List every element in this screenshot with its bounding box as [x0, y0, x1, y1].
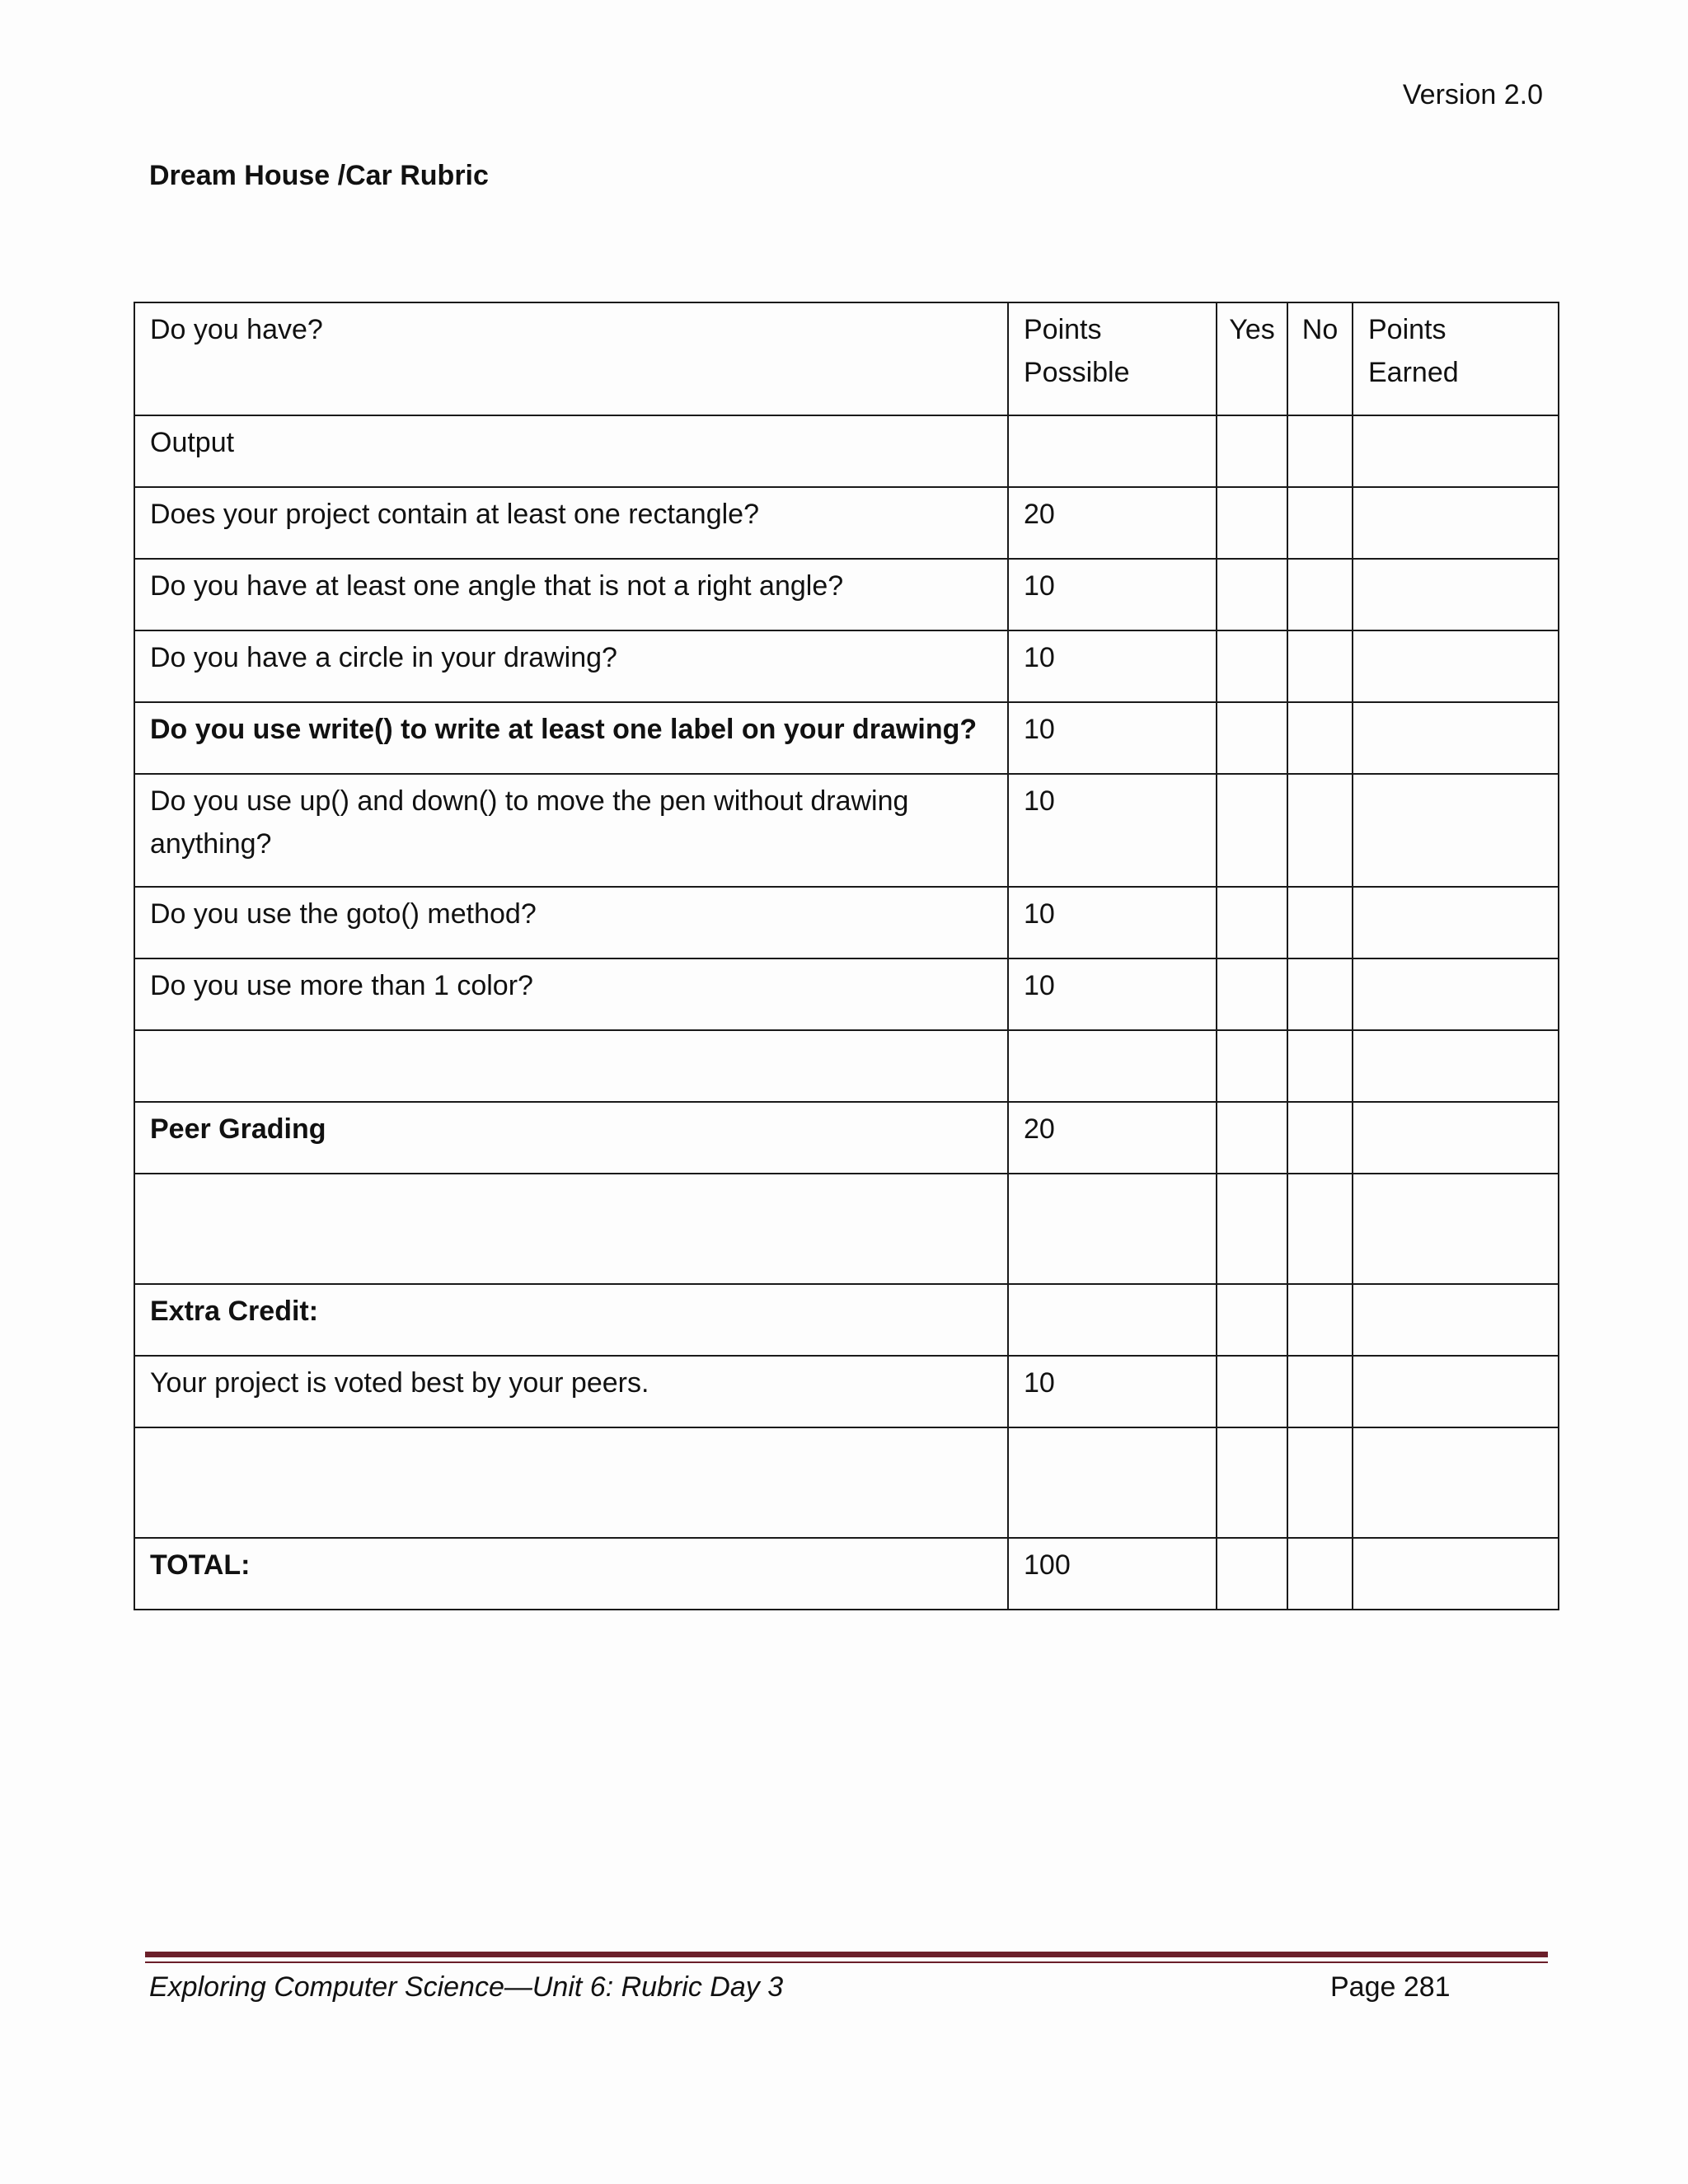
yes-cell[interactable] [1217, 487, 1287, 559]
points-earned-cell[interactable] [1353, 774, 1559, 887]
table-row-up-down [134, 774, 1559, 887]
no-cell[interactable] [1287, 1102, 1353, 1174]
points-earned-cell[interactable] [1353, 1102, 1559, 1174]
criteria-cell: Do you have at least one angle that is not a right angle? [134, 559, 1008, 630]
no-cell[interactable] [1287, 1538, 1353, 1610]
yes-cell[interactable] [1217, 774, 1287, 887]
header-yes: Yes [1217, 302, 1287, 415]
table-header-row [134, 302, 1559, 415]
no-cell[interactable] [1287, 487, 1353, 559]
table-row-blank [134, 1030, 1559, 1102]
table-row-angle [134, 559, 1559, 630]
points-earned-cell[interactable] [1353, 958, 1559, 1030]
header-points-earned: Points Earned [1353, 302, 1559, 415]
points-cell: 10 [1008, 774, 1217, 887]
table-row-blank [134, 1427, 1559, 1538]
no-cell[interactable] [1287, 559, 1353, 630]
no-cell[interactable] [1287, 887, 1353, 958]
yes-cell[interactable] [1217, 887, 1287, 958]
table-row-voted-best [134, 1356, 1559, 1427]
table-row-total [134, 1538, 1559, 1610]
yes-cell[interactable] [1217, 630, 1287, 702]
version-label: Version 2.0 [1402, 79, 1543, 110]
no-cell[interactable] [1287, 1356, 1353, 1427]
criteria-cell: Do you use up() and down() to move the pen without drawing anything? [134, 774, 1008, 887]
points-earned-cell[interactable] [1353, 630, 1559, 702]
points-earned-cell[interactable] [1353, 1174, 1559, 1284]
table-row-circle [134, 630, 1559, 702]
points-earned-cell[interactable] [1353, 1284, 1559, 1356]
criteria-cell: Extra Credit: [134, 1284, 1008, 1356]
points-cell: 10 [1008, 1356, 1217, 1427]
criteria-cell: Do you use write() to write at least one label on your drawing? [134, 702, 1008, 774]
points-earned-cell[interactable] [1353, 1538, 1559, 1610]
table-row-rectangle [134, 487, 1559, 559]
header-criteria: Do you have? [134, 302, 1008, 415]
points-earned-cell[interactable] [1353, 1427, 1559, 1538]
points-cell [1008, 1427, 1217, 1538]
yes-cell[interactable] [1217, 1174, 1287, 1284]
points-cell: 20 [1008, 1102, 1217, 1174]
criteria-cell: Peer Grading [134, 1102, 1008, 1174]
points-cell [1008, 1174, 1217, 1284]
points-earned-cell[interactable] [1353, 1356, 1559, 1427]
no-cell[interactable] [1287, 630, 1353, 702]
footer-rule-thin [145, 1961, 1548, 1963]
points-earned-cell[interactable] [1353, 415, 1559, 487]
points-earned-cell[interactable] [1353, 1030, 1559, 1102]
table-row-color [134, 958, 1559, 1030]
points-cell: 10 [1008, 559, 1217, 630]
yes-cell[interactable] [1217, 1030, 1287, 1102]
criteria-cell: Your project is voted best by your peers. [134, 1356, 1008, 1427]
criteria-cell: Do you use more than 1 color? [134, 958, 1008, 1030]
criteria-cell: TOTAL: [134, 1538, 1008, 1610]
yes-cell[interactable] [1217, 1427, 1287, 1538]
points-cell: 10 [1008, 887, 1217, 958]
table-row-output [134, 415, 1559, 487]
points-cell [1008, 1030, 1217, 1102]
yes-cell[interactable] [1217, 1102, 1287, 1174]
points-earned-cell[interactable] [1353, 702, 1559, 774]
yes-cell[interactable] [1217, 1356, 1287, 1427]
points-cell: 10 [1008, 702, 1217, 774]
no-cell[interactable] [1287, 1284, 1353, 1356]
points-earned-cell[interactable] [1353, 559, 1559, 630]
points-earned-cell[interactable] [1353, 887, 1559, 958]
table-row-blank [134, 1174, 1559, 1284]
points-cell: 20 [1008, 487, 1217, 559]
no-cell[interactable] [1287, 1174, 1353, 1284]
criteria-cell [134, 1174, 1008, 1284]
header-points-possible: Points Possible [1008, 302, 1217, 415]
table-row-extra-credit [134, 1284, 1559, 1356]
yes-cell[interactable] [1217, 1538, 1287, 1610]
points-cell [1008, 1284, 1217, 1356]
document-title: Dream House /Car Rubric [149, 160, 489, 191]
criteria-cell: Do you use the goto() method? [134, 887, 1008, 958]
no-cell[interactable] [1287, 1030, 1353, 1102]
criteria-cell: Output [134, 415, 1008, 487]
footer-page-number: Page 281 [1330, 1971, 1451, 2003]
footer-course-title: Exploring Computer Science—Unit 6: Rubric Day 3 [149, 1971, 784, 2003]
no-cell[interactable] [1287, 702, 1353, 774]
criteria-cell: Do you have a circle in your drawing? [134, 630, 1008, 702]
table-row-peer-grading [134, 1102, 1559, 1174]
points-earned-cell[interactable] [1353, 487, 1559, 559]
table-row-write-label [134, 702, 1559, 774]
table-row-goto [134, 887, 1559, 958]
yes-cell[interactable] [1217, 1284, 1287, 1356]
yes-cell[interactable] [1217, 559, 1287, 630]
criteria-cell: Does your project contain at least one rectangle? [134, 487, 1008, 559]
no-cell[interactable] [1287, 1427, 1353, 1538]
rubric-table [134, 302, 1559, 1610]
criteria-cell [134, 1030, 1008, 1102]
no-cell[interactable] [1287, 774, 1353, 887]
yes-cell[interactable] [1217, 958, 1287, 1030]
yes-cell[interactable] [1217, 702, 1287, 774]
header-no: No [1287, 302, 1353, 415]
points-cell: 100 [1008, 1538, 1217, 1610]
points-cell: 10 [1008, 958, 1217, 1030]
yes-cell[interactable] [1217, 415, 1287, 487]
footer-rule [145, 1952, 1548, 1957]
criteria-cell [134, 1427, 1008, 1538]
points-cell: 10 [1008, 630, 1217, 702]
no-cell[interactable] [1287, 958, 1353, 1030]
points-cell [1008, 415, 1217, 487]
no-cell[interactable] [1287, 415, 1353, 487]
